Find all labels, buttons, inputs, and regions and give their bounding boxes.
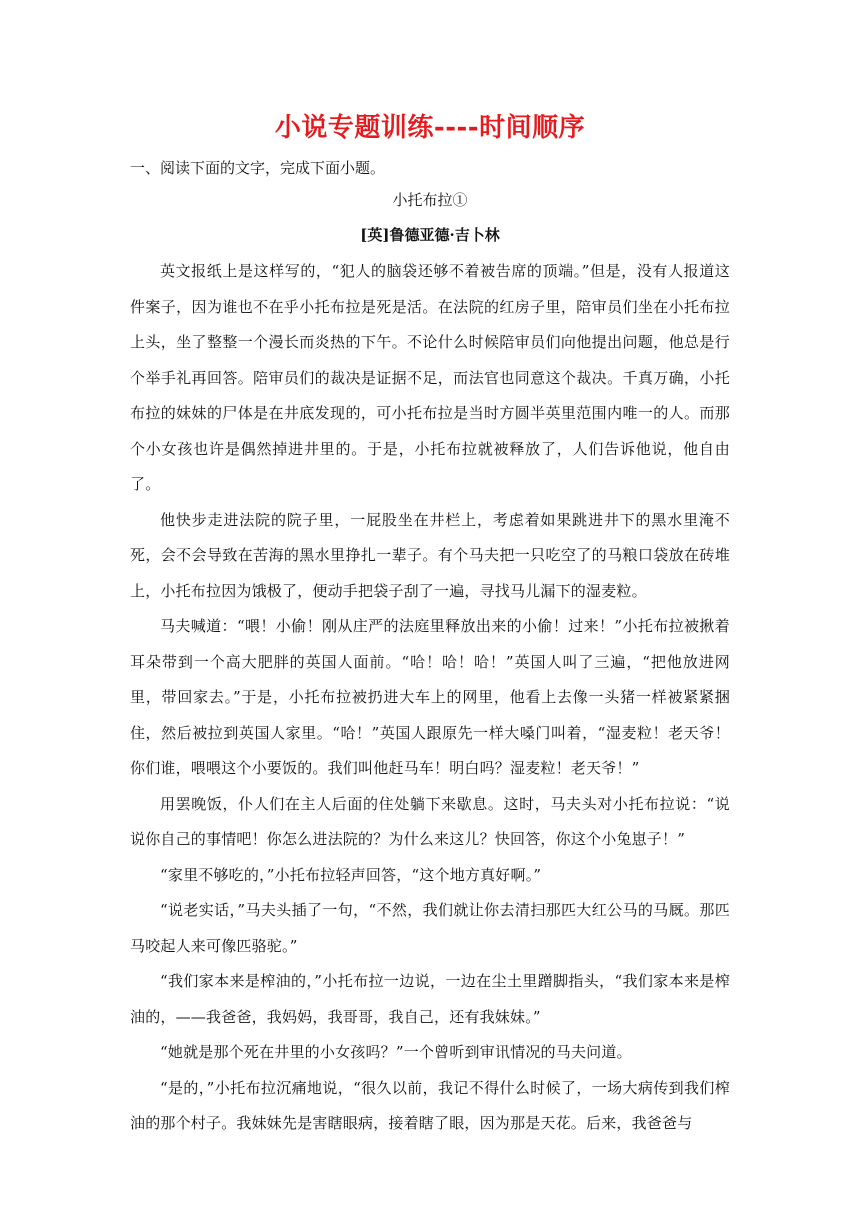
paragraph: “我们家本来是榨油的，”小托布拉一边说，一边在尘土里蹭脚指头，“我们家本来是榨油的，——我爸爸，我妈妈，我哥哥，我自己，还有我妹妹。”	[130, 972, 730, 1026]
paragraph: “说老实话，”马夫头插了一句，“不然，我们就让你去清扫那匹大红公马的马厩。那匹马咬起人来可像匹骆驼。”	[130, 901, 730, 955]
paragraph: 他快步走进法院的院子里，一屁股坐在井栏上，考虑着如果跳进井下的黑水里淹不死，会不会导致在苦海的黑水里挣扎一辈子。有个马夫把一只吃空了的马粮口袋放在砖堆上，小托布拉因为饿极了，便动手把袋子刮了一遍，寻找马儿漏下的湿麦粒。	[130, 510, 730, 600]
paragraph: “家里不够吃的，”小托布拉轻声回答，“这个地方真好啊。”	[160, 865, 542, 884]
paragraph: 马夫喊道：“喂！小偷！刚从庄严的法庭里释放出来的小偷！过来！”小托布拉被揪着耳朵带到一个高大肥胖的英国人面前。“哈！哈！哈！”英国人叫了三遍，“把他放进网里，带回家去。”于是，小托布拉被扔进大车上的网里，他看上去像一头猪一样被紧紧捆住，然后被拉到英国人家里。“哈！”英国人跟原先一样大嗓门叫着，“湿麦粒！老天爷！你们谁，喂喂这个小要饭的。我们叫他赶马车！明白吗？湿麦粒！老天爷！”	[130, 617, 730, 777]
paragraph: “是的，”小托布拉沉痛地说，“很久以前，我记不得什么时候了，一场大病传到我们榨油的那个村子。我妹妹先是害瞎眼病，接着瞎了眼，因为那是天花。后来，我爸爸与	[130, 1078, 730, 1132]
paragraph: 英文报纸上是这样写的，“犯人的脑袋还够不着被告席的顶端。”但是，没有人报道这件案子，因为谁也不在乎小托布拉是死是活。在法院的红房子里，陪审员们坐在小托布拉上头，坐了整整一个漫长而炎热的下午。不论什么时候陪审员们向他提出问题，他总是行个举手礼再回答。陪审员们的裁决是证据不足，而法官也同意这个裁决。千真万确，小托布拉的妹妹的尸体是在井底发现的，可小托布拉是当时方圆半英里范围内唯一的人。而那个小女孩也许是偶然掉进井里的。于是，小托布拉就被释放了，人们告诉他说，他自由了。	[130, 262, 730, 493]
story-title: 小托布拉①	[392, 191, 468, 209]
story-body	[130, 254, 730, 1142]
question-instruction: 一、阅读下面的文字，完成下面小题。	[130, 159, 386, 177]
story-author: [英]鲁德亚德·吉卜林	[360, 226, 500, 244]
paragraph: 用罢晚饭，仆人们在主人后面的住处躺下来歇息。这时，马夫头对小托布拉说：“说说你自己的事情吧！你怎么进法院的？为什么来这儿？快回答，你这个小兔崽子！”	[130, 794, 730, 848]
document-title: 小说专题训练----时间顺序	[274, 113, 586, 143]
paragraph: “她就是那个死在井里的小女孩吗？”一个曾听到审讯情况的马夫问道。	[160, 1043, 632, 1061]
